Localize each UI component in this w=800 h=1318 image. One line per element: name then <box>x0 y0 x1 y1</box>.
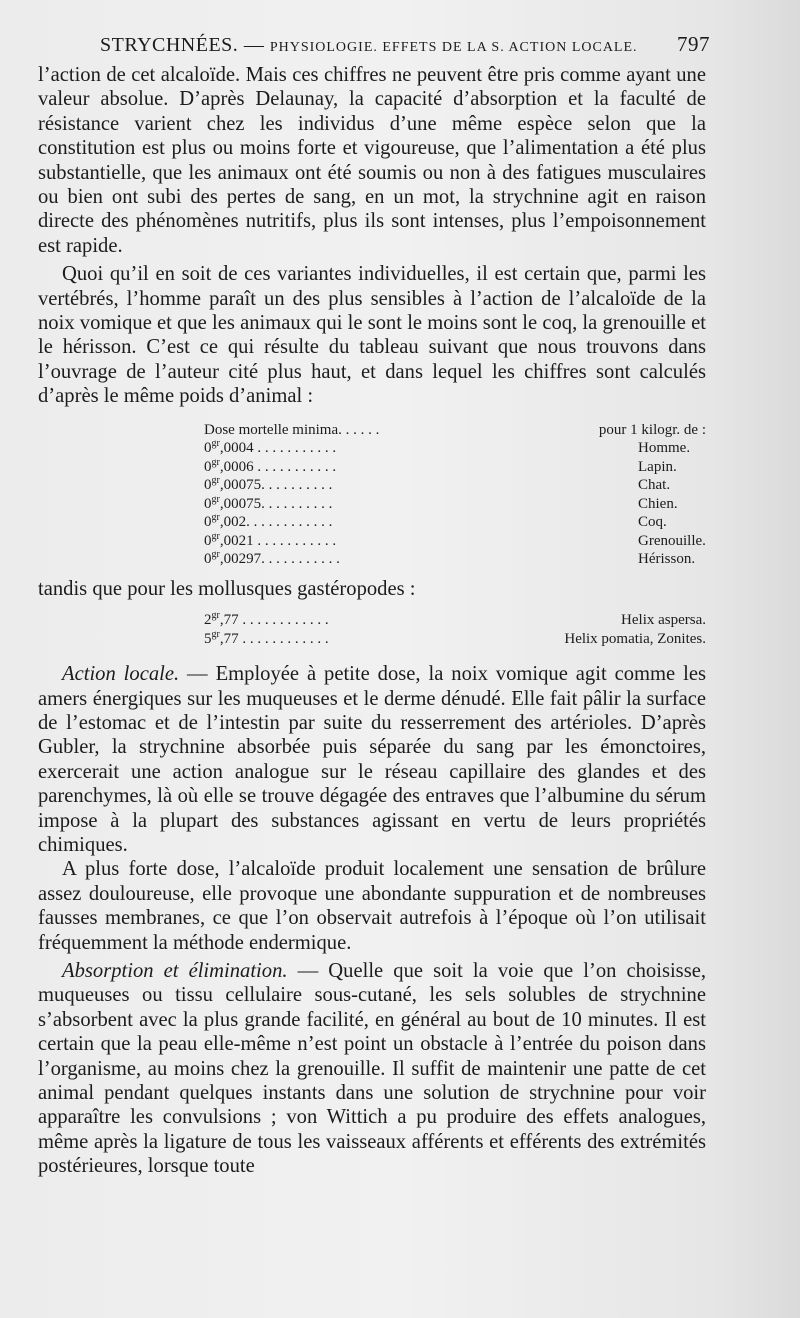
animal-cell: Coq. <box>638 514 667 531</box>
page-edge-shadow <box>710 0 800 1318</box>
dose-cell: $0^{gr},00297$. . . . . . . . . . . <box>204 550 340 568</box>
table-header-dose: Dose mortelle minima. . . . . . <box>204 421 380 438</box>
page-number: 797 <box>677 32 710 56</box>
dose-cell: $0^{gr},00075$. . . . . . . . . . <box>204 476 333 494</box>
table-row <box>38 550 706 569</box>
dose-cell: $0^{gr},0021$ . . . . . . . . . . . <box>204 531 337 549</box>
animal-cell: Hérisson. <box>638 551 696 568</box>
table-row <box>38 611 706 630</box>
animal-cell: Chat. <box>638 477 671 494</box>
dose-cell: $2^{gr},77$ . . . . . . . . . . . . <box>204 611 329 629</box>
table-row <box>38 495 706 514</box>
dose-cell: $0^{gr},0006$ . . . . . . . . . . . <box>204 457 337 475</box>
dose-cell: $0^{gr},0004$ . . . . . . . . . . . <box>204 439 337 457</box>
animal-cell: Helix aspersa. <box>621 612 706 629</box>
dose-cell: $0^{gr},002$. . . . . . . . . . . . <box>204 513 333 531</box>
paragraph-continuation: l’action de cet alcaloïde. Mais ces chiffres ne peuvent être pris comme ayant une valeur absolue. D’après Delaunay, la capacité d’absorption et la faculté de résistance varient chez les individus d’une même espèce selon que la constitution est plus ou moins forte et vigoureuse, que l’alimentation a été plus substantielle, que les animaux ont été soumis ou non à des fatigues musculaires ou bien ont subi des pertes de sang, en un mot, la strychnine agit en raison directe des phénomènes nutritifs, plus ils sont intenses, plus l’empoisonnement est rapide. <box>38 64 706 257</box>
lethal-dose-table <box>38 421 706 569</box>
body-text <box>38 63 706 1179</box>
animal-cell: Homme. <box>638 440 691 457</box>
animal-cell: Grenouille. <box>638 532 706 549</box>
section-title-action-locale: Action locale. <box>62 663 180 686</box>
section-title-absorption: Absorption et élimination. <box>62 959 288 982</box>
table-row <box>38 439 706 458</box>
dose-cell: $5^{gr},77$ . . . . . . . . . . . . <box>204 629 329 647</box>
animal-cell: Helix pomatia, Zonites. <box>564 630 706 647</box>
paragraph-variants: Quoi qu’il en soit de ces variantes individuelles, il est certain que, parmi les vertébrés, l’homme paraît un des plus sensibles à l’action de l’alcaloïde de la noix vomique et que les animaux qui le sont le moins sont le coq, la grenouille et le hérisson. C’est ce qui résulte du tableau suivant que nous trouvons dans l’ouvrage de l’auteur cité plus haut, et dans lequel les chiffres sont calculés d’après le même poids d’animal : <box>38 263 706 408</box>
table-row <box>38 630 706 649</box>
paragraph-molluscs: tandis que pour les mollusques gastéropodes : <box>38 577 416 600</box>
table-row <box>38 476 706 495</box>
mollusc-dose-table <box>38 611 706 648</box>
running-header <box>100 32 710 57</box>
table-header-row <box>38 421 706 440</box>
paragraph-absorption: Absorption et élimination. — Quelle que soit la voie que l’on choisisse, muqueuses ou tissu cellulaire sous-cutané, les sels solubles de strychnine s’absorbent avec la plus grande facilité, en général au bout de 10 minutes. Il est certain que la peau elle-même n’est point un obstacle à l’entrée du poison dans l’organisme, au moins chez la grenouille. Il suffit de maintenir une patte de cet animal pendant quelques instants dans une solution de strychnine pour voir apparaître les convulsions ; von Wittich a pu produire des effets analogues, même après la ligature de tous les vaisseaux afférents et efférents des extrémités postérieures, lorsque toute <box>38 959 707 1178</box>
paragraph-forte-dose: A plus forte dose, l’alcaloïde produit localement une sensation de brûlure assez douloureuse, elle provoque une abondante suppuration et de nombreuses fausses membranes, ce que l’on observait autrefois à l’époque où l’on utilisait fréquemment la méthode endermique. <box>38 858 706 954</box>
table-row <box>38 458 706 477</box>
paragraph-action-locale: Action locale. — Employée à petite dose, la noix vomique agit comme les amers énergiques sur les muqueuses et le derme dénudé. Elle fait pâlir la surface de l’estomac et de l’intestin par suite du resserrement des artérioles. D’après Gubler, la strychnine absorbée puis séparée du sang par les émonctoires, exercerait une action analogue sur le réseau capillaire des glandes et des parenchymes, là où elle se trouve dégagée des entraves que l’albumine du sérum impose à la plupart des substances agissant en vertu de leurs propriétés chimiques. <box>38 663 706 856</box>
table-row <box>38 532 706 551</box>
animal-cell: Chien. <box>638 495 678 512</box>
table-header-weight: pour 1 kilogr. de : <box>598 421 706 438</box>
animal-cell: Lapin. <box>638 458 677 475</box>
running-title: STRYCHNÉES. — PHYSIOLOGIE. EFFETS DE LA S. ACTION LOCALE. <box>100 34 638 56</box>
dose-cell: $0^{gr},00075$. . . . . . . . . . <box>204 494 333 512</box>
table-row <box>38 513 706 532</box>
